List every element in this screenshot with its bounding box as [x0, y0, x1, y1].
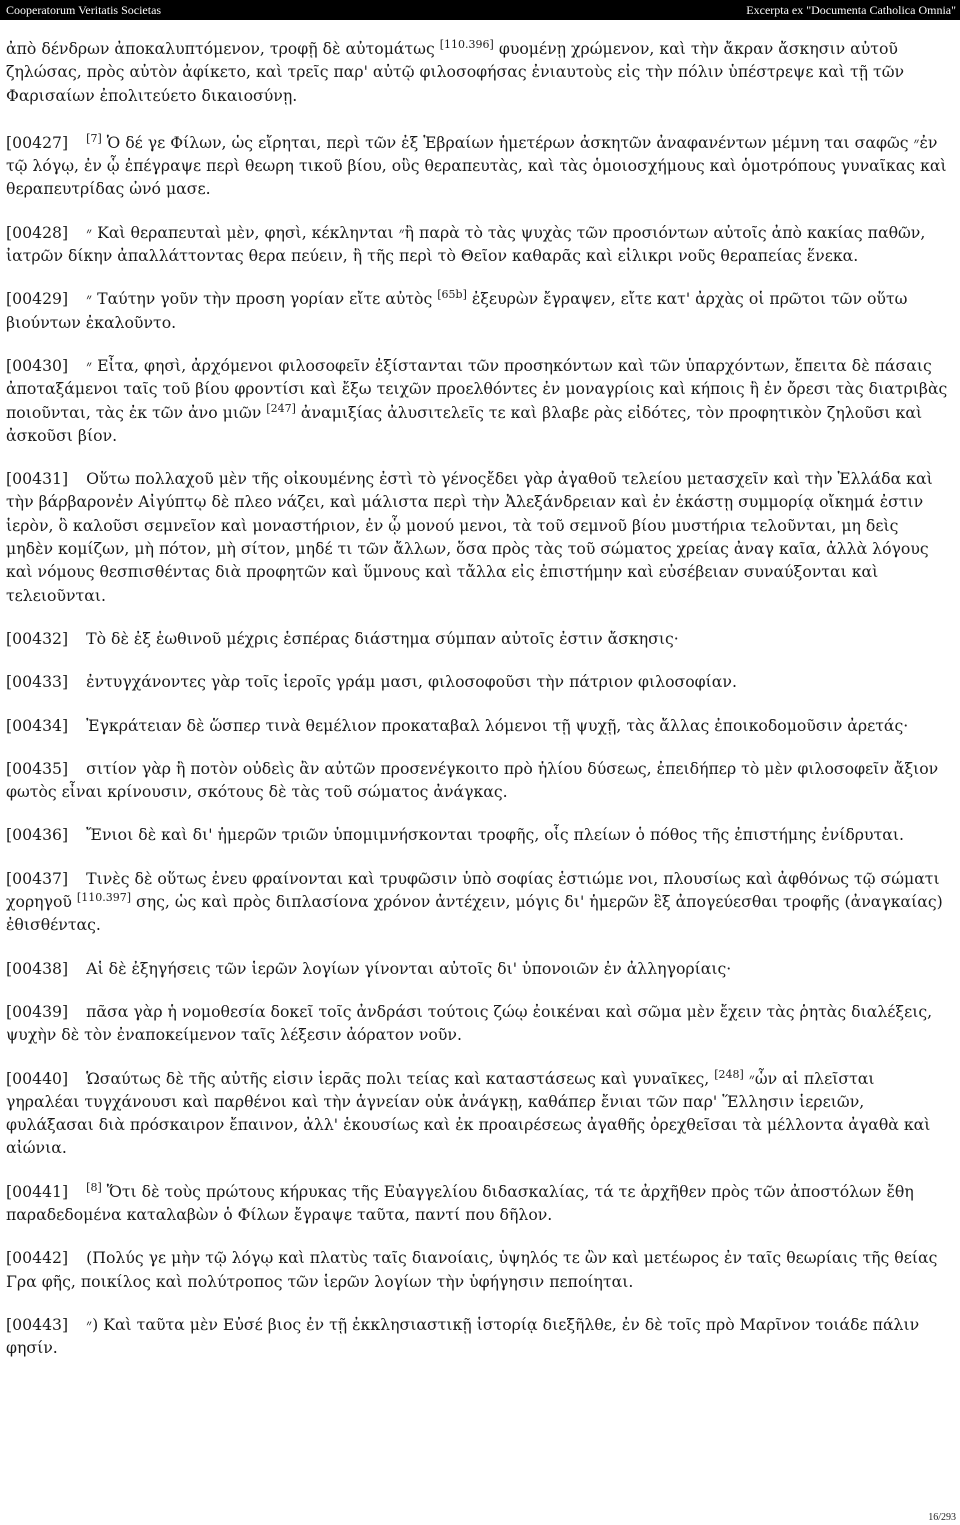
header-left-title: Cooperatorum Veritatis Societas [6, 3, 162, 17]
paragraph-number: [00440] [6, 1068, 69, 1088]
paragraph-number: [00433] [6, 672, 69, 692]
paragraph [6, 1067, 950, 1160]
paragraph [6, 670, 950, 693]
paragraph-text: Αἱ δὲ ἐξηγήσεις τῶν ἱερῶν λογίων γίνονται αὐτοῖς δι' ὑπονοιῶν ἐν ἀλληγορίαις· [86, 958, 732, 978]
paragraph-text: ״ Εἶτα, φησὶ, ἀρχόμενοι φιλοσοφεῖν ἐξίστανται τῶν προσηκόντων καὶ τῶν ὑπαρχόντων, ἔπειτα δὲ πάσαις ἀποταξάμενοι ταῖς τοῦ βίου φροντίσι καὶ ἔξω τειχῶν προελθόντες ἐν μοναγρίοις καὶ κήποις ἢ ἐν ὄρεσι τὰς διατριβὰς ποιοῦνται, τὰς ἐκ τῶν ἀνο μιῶν [6, 355, 948, 422]
paragraph-text: ἐξευρὼν ἔγραψεν, εἴτε κατ' ἀρχὰς οἱ πρῶτοι τῶν οὕτω βιούντων ἐκαλοῦντο. [6, 289, 908, 332]
page-number: 16/293 [928, 1512, 956, 1523]
paragraph-text: Τινὲς δὲ οὕτως ἐνευ φραίνονται καὶ τρυφῶσιν ὑπὸ σοφίας ἑστιώμε νοι, πλουσίως καὶ ἀφθόνως τῷ σώματι χορηγοῦ [6, 868, 940, 912]
paragraph [6, 131, 950, 201]
page-marker: [110.396] [439, 38, 494, 51]
paragraph [6, 823, 950, 846]
paragraph-text: Ἔνιοι δὲ καὶ δι' ἡμερῶν τριῶν ὑπομιμνήσκονται τροφῆς, οἷς πλείων ὁ πόθος τῆς ἐπιστήμης ἐνίδρυται. [86, 825, 904, 845]
paragraph [6, 957, 950, 980]
paragraph-number: [00443] [6, 1314, 69, 1334]
intro-text: ἀπὸ δένδρων ἀποκαλυπτόμενον, τροφῇ δὲ αὐτομάτως [6, 39, 440, 58]
paragraph-text: ἐντυγχάνοντες γὰρ τοῖς ἱεροῖς γράμ μασι, φιλοσοφοῦσι τὴν πάτριον φιλοσοφίαν. [86, 672, 737, 692]
reference-marker: [65b] [437, 288, 467, 302]
paragraph-number: [00436] [6, 825, 69, 845]
reference-marker: [248] [714, 1067, 744, 1081]
paragraph-number: [00442] [6, 1248, 69, 1268]
paragraph [6, 867, 950, 937]
paragraph-text: (Πολύς γε μὴν τῷ λόγῳ καὶ πλατὺς ταῖς διανοίαις, ὑψηλός τε ὢν καὶ μετέωρος ἐν ταῖς θεωρίαις τῆς θείας Γρα φῆς, ποικίλος καὶ πολύτροπος τῶν ἱερῶν λογίων τὴν ὑφήγησιν πεποίηται. [6, 1248, 938, 1291]
paragraph-number: [00439] [6, 1001, 69, 1021]
intro-text: φυομένῃ χρώμενον, καὶ τὴν ἄκραν ἄσκησιν αὐτοῦ ζηλώσας, πρὸς αὐτὸν ἀφίκετο, καὶ τρεῖς παρ' αὐτῷ φιλοσοφήσας ἐνιαυτοὺς εἰς τὴν πόλιν ὑπέστρεψε καὶ τῇ τῶν Φαρισαίων ἐπολιτεύετο δικαιοσύνῃ. [6, 39, 905, 105]
paragraph-number: [00427] [6, 132, 69, 152]
paragraph-list [6, 131, 950, 1360]
paragraph-number: [00429] [6, 289, 69, 309]
paragraph [6, 287, 950, 334]
paragraph-number: [00432] [6, 628, 69, 648]
paragraph-text: Ὅτι δὲ τοὺς πρώτους κήρυκας τῆς Εὐαγγελίου διδασκαλίας, τά τε ἀρχῆθεν πρὸς τῶν ἀποστόλων ἔθη παραδεδομένα καταλαβὼν ὁ Φίλων ἔγραψε ταῦτα, παντί που δῆλον. [6, 1181, 914, 1224]
paragraph-number: [00435] [6, 758, 69, 778]
header-bar [0, 0, 960, 20]
paragraph-text: σιτίον γὰρ ἢ ποτὸν οὐδεὶς ἂν αὐτῶν προσενέγκοιτο πρὸ ἡλίου δύσεως, ἐπειδήπερ τὸ μὲν φιλοσοφεῖν ἄξιον φωτὸς εἶναι κρίνουσιν, σκότους δὲ τὰς τοῦ σώματος ἀνάγκας. [6, 758, 939, 802]
paragraph [6, 221, 950, 268]
paragraph-number: [00430] [6, 355, 69, 375]
paragraph [6, 467, 950, 607]
paragraph [6, 627, 950, 650]
paragraph [6, 1000, 950, 1047]
paragraph [6, 354, 950, 447]
paragraph-number: [00428] [6, 222, 69, 242]
paragraph [6, 1313, 950, 1360]
paragraph-text: Τὸ δὲ ἐξ ἑωθινοῦ μέχρις ἑσπέρας διάστημα σύμπαν αὐτοῖς ἐστιν ἄσκησις· [86, 628, 679, 648]
intro-paragraph [6, 37, 950, 107]
paragraph-text: πᾶσα γὰρ ἡ νομοθεσία δοκεῖ τοῖς ἀνδράσι τούτοις ζώῳ ἐοικέναι καὶ σῶμα μὲν ἔχειν τὰς ῥητὰς διαλέξεις, ψυχὴν δὲ τὸν ἐναποκείμενον ταῖς λέξεσιν ἀόρατον νοῦν. [6, 1001, 933, 1045]
paragraph-text: ״ Ταύτην γοῦν τὴν προση γορίαν εἴτε αὐτὸς [86, 289, 438, 309]
paragraph-text: ἀναμιξίας ἀλυσιτελεῖς τε καὶ βλαβε ρὰς εἰδότες, τὸν προφητικὸν ζηλοῦσι καὶ ἀσκοῦσι βίον. [6, 402, 923, 445]
paragraph-number: [00434] [6, 715, 69, 735]
paragraph-number: [00438] [6, 958, 69, 978]
paragraph [6, 757, 950, 804]
paragraph-number: [00441] [6, 1181, 69, 1201]
reference-marker: [247] [266, 401, 296, 415]
reference-marker: [110.397] [76, 891, 131, 905]
paragraph [6, 1246, 950, 1293]
paragraph-text: Ἐγκράτειαν δὲ ὥσπερ τινὰ θεμέλιον προκαταβαλ λόμενοι τῇ ψυχῇ, τὰς ἄλλας ἐποικοδομοῦσιν ἀρετάς· [86, 715, 909, 735]
paragraph-text: Ὁ δέ γε Φίλων, ὡς εἴρηται, περὶ τῶν ἐξ Ἑβραίων ἡμετέρων ἀσκητῶν ἀναφανέντων μέμνη ται σαφῶς ״ἐν τῷ λόγῳ, ἐν ᾧ ἐπέγραψε περὶ θεωρη τικοῦ βίου, οὓς θεραπευτὰς, καὶ τὰς ὁμοιοσχήμους καὶ ὁμοτρόπους γυναῖκας καὶ θεραπευτρίδας ὠνό μασε. [6, 132, 947, 199]
paragraph-number: [00437] [6, 868, 69, 888]
paragraph-text: ״ Καὶ θεραπευταὶ μὲν, φησὶ, κέκληνται ״ἢ παρὰ τὸ τὰς ψυχὰς τῶν προσιόντων αὐτοῖς ἀπὸ κακίας παθῶν, ἰατρῶν δίκην ἀπαλλάττοντας θερα πεύειν, ἢ τῆς περὶ τὸ Θεῖον καθαρᾶς καὶ εἰλικρι νοῦς θεραπείας ἕνεκα. [6, 222, 926, 266]
paragraph [6, 714, 950, 737]
reference-marker: [8] [86, 1180, 102, 1194]
paragraph-text: ״ὧν αἱ πλεῖσται γηραλέαι τυγχάνουσι καὶ παρθένοι καὶ τὴν ἁγνείαν οὐκ ἀνάγκῃ, καθάπερ ἔνιαι τῶν παρ' Ἕλλησιν ἱερειῶν, φυλάξασαι διὰ πρόσκαιρον ἔπαινον, ἀλλ' ἑκουσίως καὶ ἐκ προαιρέσεως ἀγαθῆς ὀρεχθεῖσαι τὰ μέλλοντα ἀγαθὰ καὶ αἰώνια. [6, 1068, 931, 1158]
header-right-title: Excerpta ex "Documenta Catholica Omnia" [746, 3, 956, 17]
reference-marker: [7] [86, 131, 102, 145]
paragraph-text: ״) Καὶ ταῦτα μὲν Εὐσέ βιος ἐν τῇ ἐκκλησιαστικῇ ἱστορίᾳ διεξῆλθε, ἐν δὲ τοῖς πρὸ Μαρῖνον τοιάδε πάλιν φησίν. [6, 1314, 920, 1358]
paragraph-text: Ὡσαύτως δὲ τῆς αὐτῆς εἰσιν ἱερᾶς πολι τείας καὶ καταστάσεως καὶ γυναῖκες, [86, 1068, 715, 1088]
paragraph [6, 1180, 950, 1227]
paragraph-text: Οὕτω πολλαχοῦ μὲν τῆς οἰκουμένης ἐστὶ τὸ γένοςἔδει γὰρ ἀγαθοῦ τελείου μετασχεῖν καὶ τὴν Ἑλλάδα καὶ τὴν βάρβαρονἐν Αἰγύπτῳ δὲ πλεο νάζει, καὶ μάλιστα περὶ τὴν Ἀλεξάνδρειαν καὶ ἐν ἑκάστῃ συμμορίᾳ οἴκημά ἐστιν ἱερὸν, ὃ καλοῦσι σεμνεῖον καὶ μοναστήριον, ἐν ᾧ μονού μενοι, τὰ τοῦ σεμνοῦ βίου μυστήρια τελοῦνται, μη δεὶς μηδὲν κομίζων, μὴ πότον, μὴ σίτον, μηδέ τι τῶν ἄλλων, ὅσα πρὸς τὰς τοῦ σώματος χρείας ἀναγ καῖα, ἀλλὰ λόγους καὶ νόμους θεσπισθέντας διὰ προφητῶν καὶ ὕμνους καὶ τἄλλα εἰς ἐπιστήμην καὶ εὐσέβειαν συναύξονται καὶ τελειοῦνται. [6, 469, 933, 605]
paragraph-number: [00431] [6, 469, 69, 489]
document-body [6, 37, 950, 1379]
paragraph-text: σης, ὡς καὶ πρὸς διπλασίονα χρόνον ἀντέχειν, μόγις δι' ἡμερῶν ἓξ ἀπογεύεσθαι τροφῆς (ἀναγκαίας) ἐθισθέντας. [6, 892, 943, 935]
